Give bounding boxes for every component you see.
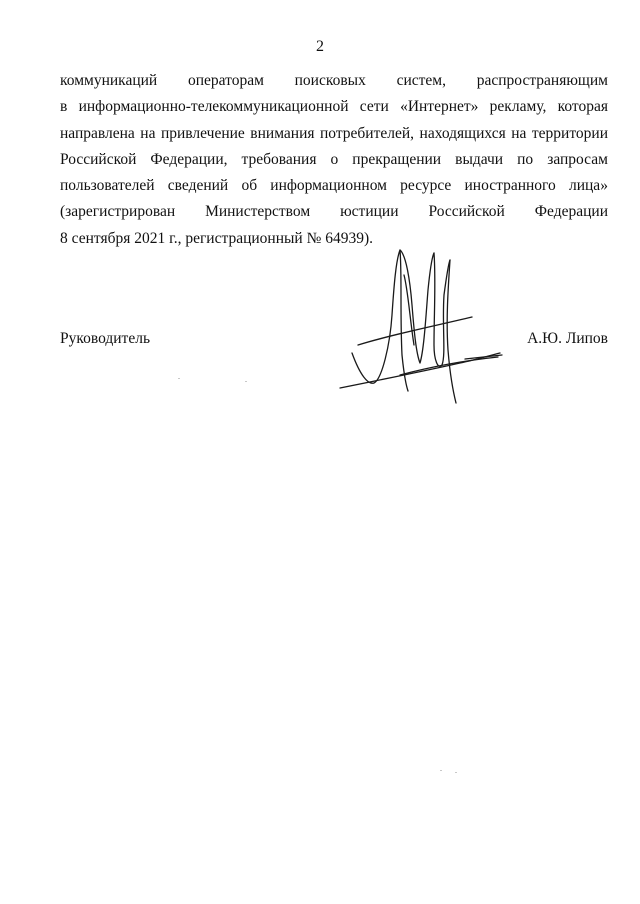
word: информационном <box>270 177 387 195</box>
signatory-position: Руководитель <box>60 330 151 347</box>
handwritten-signature <box>330 235 520 410</box>
word: Министерством <box>205 203 311 221</box>
page-number: 2 <box>316 38 324 55</box>
word: которая <box>557 98 608 116</box>
word: запросам <box>547 150 608 168</box>
text-line <box>60 199 608 225</box>
word: находящихся <box>419 124 506 142</box>
word: рекламу, <box>489 98 547 116</box>
word: об <box>241 177 258 195</box>
word: пользователей <box>60 177 155 195</box>
text-line <box>60 94 608 120</box>
text-line <box>60 147 608 173</box>
word: по <box>517 150 534 168</box>
word: на <box>511 124 527 142</box>
word: Российской <box>428 203 505 221</box>
word: информационно-телекоммуникационной <box>78 98 349 116</box>
word: распространяющим <box>476 72 608 89</box>
word: «Интернет» <box>400 98 479 116</box>
word: выдачи <box>455 150 504 168</box>
word: поисковых <box>294 72 366 89</box>
scan-speck <box>178 378 180 379</box>
word: о <box>330 150 339 168</box>
scan-speck <box>245 381 247 382</box>
word: в <box>60 98 68 116</box>
body-paragraph <box>60 68 608 252</box>
word: на <box>140 124 156 142</box>
word: направлена <box>60 124 135 142</box>
word: привлечение <box>160 124 245 142</box>
word: Федерации, <box>150 150 228 168</box>
word: внимания <box>250 124 315 142</box>
word: лица» <box>568 177 608 195</box>
word: сведений <box>167 177 229 195</box>
word: операторам <box>187 72 264 89</box>
signatory-name: А.Ю. Липов <box>527 330 608 347</box>
word: требования <box>241 150 317 168</box>
word: ресурсе <box>400 177 452 195</box>
text-line <box>60 121 608 147</box>
word: Российской <box>60 150 137 168</box>
word: иностранного <box>464 177 556 195</box>
text-line <box>60 68 608 94</box>
word: Федерации <box>534 203 608 221</box>
text-line <box>60 173 608 199</box>
scan-speck <box>440 770 442 771</box>
word: юстиции <box>340 203 399 221</box>
word: систем, <box>396 72 446 89</box>
word: прекращении <box>352 150 442 168</box>
word: (зарегистрирован <box>60 203 176 221</box>
word: территории <box>531 124 608 142</box>
word: потребителей, <box>319 124 415 142</box>
text-line-last: 8 сентября 2021 г., регистрационный № 64939). <box>60 229 374 247</box>
scan-speck <box>455 772 457 773</box>
word: сети <box>359 98 389 116</box>
word: коммуникаций <box>60 72 158 89</box>
